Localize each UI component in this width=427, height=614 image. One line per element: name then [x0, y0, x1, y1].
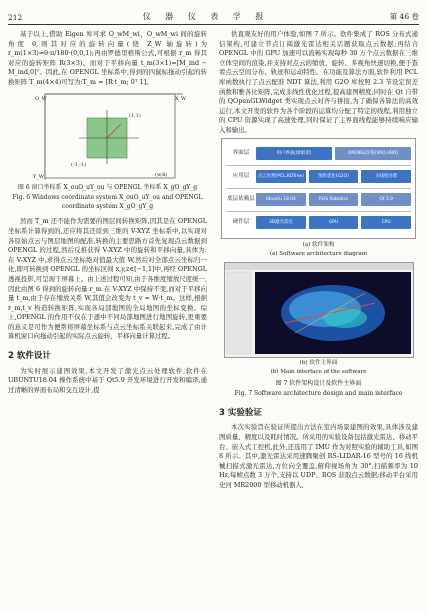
- right-paragraph-1: 供直观友好的用户体验,如图 7 所示。软件集成了 ROS 分布式通信架构,可建立节点订阅激光雷达相关话题获取点云数据;再结合 OPENGL 中的 GPU 加速可以流畅实现每秒 30 万个点云数据在三维立体空间的渲染,并支持对点云的缩放、旋转、多视角快速切换,便于查看点云空间分布、轨迹和运动特性。在功能及算法方面,软件利用 PCL 库函数执行了点云配准 NDT 算法,利用 G2O 库按照 2.3 节设定误差函数和雅各比矩阵,完成非线性优化过程,提高建图精度;同时在 Qt 自带的 QOpenGLWidget 类实现点云对齐与拼接,为了确保各算法的高效运行,本文开发的软件为各个阶段的运算均分配了特定的线程,利用独立的 CPU 资源实现了高速处理,同时保证了主界面线程能够持续响应输入和输出。: [219, 30, 418, 134]
- left-paragraph-1: 基于以上,借助 Eigen 库可求 O_wM_wi、O_wM_wi 间的旋转角度 θ,则其对应的旋转向量(绕 Z_W 轴旋转)为 r_m(1×3)=θ·π/180·(0,0,1);再由罗德里格斯公式,可根据 r_m 得其对应的旋转矩阵 R(3×3)。而对于平移向量 t_m(3×1)=[M_ind − M_ind,0]ᵀ。因此,在 OPENGL 坐标系中,得到的四鼠标拖动引起的转换矩阵 T_m(4×4)可写为:T_m = [R t_m; 0ᵀ 1]。: [8, 30, 207, 86]
- origin-label: O_W: [34, 95, 47, 102]
- layer-name: 界面层: [232, 149, 250, 156]
- arch-box: 3D激光雷达: [256, 216, 306, 230]
- page-number: 212: [8, 13, 23, 22]
- layer-hardware: [226, 212, 411, 234]
- left-column: [8, 30, 207, 396]
- journal-title: 仪 器 仪 表 学 报: [142, 12, 270, 21]
- arch-box: 用户界面(Qt框架): [256, 147, 332, 161]
- figure-6-coordinate-diagram: [23, 90, 193, 182]
- figure-6-caption-cn: 图 6 窗口坐标系 X_ouO_uY_ou 与 OPENGL 坐标系 X_gO_gY_g: [17, 183, 198, 191]
- x-axis-label: X_W: [174, 95, 186, 102]
- left-paragraph-3: 为实时展示建图效果,本文开发了激光点云处理软件,软件在 UBUNTU18.04 操作系统中基于 Qt5.9 开发环境进行开发和编译,通过清晰的界面布局和交互设计,提: [8, 366, 207, 394]
- arch-box: CPU: [361, 216, 411, 230]
- subfigure-b-caption: (b) 软件主界面: [299, 359, 338, 366]
- arch-box: 点云处理(PCL,KDTree): [256, 170, 306, 184]
- arch-box: 图形优化(G2O): [309, 170, 359, 184]
- page-header: [8, 6, 419, 25]
- y-axis-label: Y_W: [32, 173, 44, 180]
- section-3-heading: 3 实验验证: [219, 407, 262, 418]
- layer-name: 底层依赖层: [227, 195, 255, 202]
- layer-name: 硬件层: [232, 218, 250, 225]
- point-cloud-render: [225, 263, 413, 357]
- point-top-label: (1,1): [128, 112, 141, 119]
- arch-box: ROS Robotics: [309, 193, 359, 207]
- subfigure-b-caption-en: (b) Main interface of the software: [270, 368, 367, 375]
- figure-7-caption-en: Fig. 7 Software architecture design and main interface: [234, 390, 403, 398]
- layer-name: 应用层: [232, 172, 250, 179]
- software-architecture-diagram: [221, 138, 416, 239]
- arch-box: Qt 5.9: [361, 193, 411, 207]
- section-2-heading: 2 软件设计: [8, 351, 51, 362]
- subfigure-a-caption-en: (a) Software architecture diagram: [269, 250, 368, 257]
- right-column: [219, 30, 418, 491]
- figure-6-caption-en: Fig. 6 Windows coordinate system X_ouO_uY_ou and OPENGL coordinate system X_gO_gY_g: [12, 194, 203, 210]
- arch-box: Ubuntu 18.04: [256, 193, 306, 207]
- software-main-interface-screenshot: [224, 262, 414, 358]
- arch-box: 多线程处理: [361, 170, 411, 184]
- arch-box: GPU: [309, 216, 359, 230]
- arch-box: OPENGL渲染(VAO,VBO): [335, 147, 411, 161]
- right-paragraph-2: 本次实验旨在验证所提出方法在室内场景建图的效果,具体涉及建图质量、精度以及耗时情况。所采用的实验设备包括激光雷达、移动平台、嵌入式工控机,此外,还选用了 IMU 作为对照实验的辅助工具,如图 8 所示。其中,激光雷达采用速腾聚创 RS-LIDAR-16 型号的 16 线机械扫描式激光雷达,方位向全覆盖,俯仰视场角为 30°,扫描频率为 10 Hz,每帧点数 3 万个,支持以 UDP、ROS 获取点云数据;移动平台采用史河 MR2000 型移动机器人,: [219, 423, 418, 489]
- left-paragraph-2: 然而 T_m 还不能作为需要的图层间转换矩阵,因其是在 OPENGL 坐标系计算得到的,还应将其还原到三维的 V-XYZ 坐标系中,以实现对各原始点云与图层地图的配准,转换的主要思路方首先复现点云数据到 OPENGL 的过程,然后反推获得 V-XYZ 中的旋转和平移向量,具体为:在 V-XYZ 中,求得点云坐标绝对值最大值 W,然后对全部点云坐标归一化,即可转换到 OPENGL 的坐标区间 x,y,z∈[−1,1]中,再经 OPENGL 透视投影,可呈现于屏幕上。由上述过程可知,由于各维度缩放尺度统一,因此由图 6 得到的旋转向量 r_m 在 V-XYZ 中保持不变,而对于平移向量 t_m,由于存在缩放关系 W,其值会改变为 t_v = W·t_m。这样,根据 r_m,t_v 构造转换矩阵,实现各局部地图的全局地图的坐标变换。综上,OPENGL 的作用不仅在于逐中不同局部地图进行地图旋转,更重要的意义是可作为便帮将屏幕坐标系与点云坐标系关联起来,完成了由计算机窗口向拖动引起的实际点云旋转、平移向量计算过程。: [8, 217, 207, 341]
- layer-dependencies: [226, 189, 411, 212]
- volume-label: 第 46 卷: [389, 12, 419, 21]
- figure-7-caption-cn: 图 7 软件架构设计及软件主界面: [275, 379, 362, 387]
- corner-label: (w,h): [154, 171, 167, 178]
- layer-interface: [226, 143, 411, 166]
- subfigure-a-caption: (a) 软件架构: [302, 241, 335, 248]
- point-bottom-label: (-1,-1): [70, 161, 86, 168]
- layer-application: [226, 166, 411, 189]
